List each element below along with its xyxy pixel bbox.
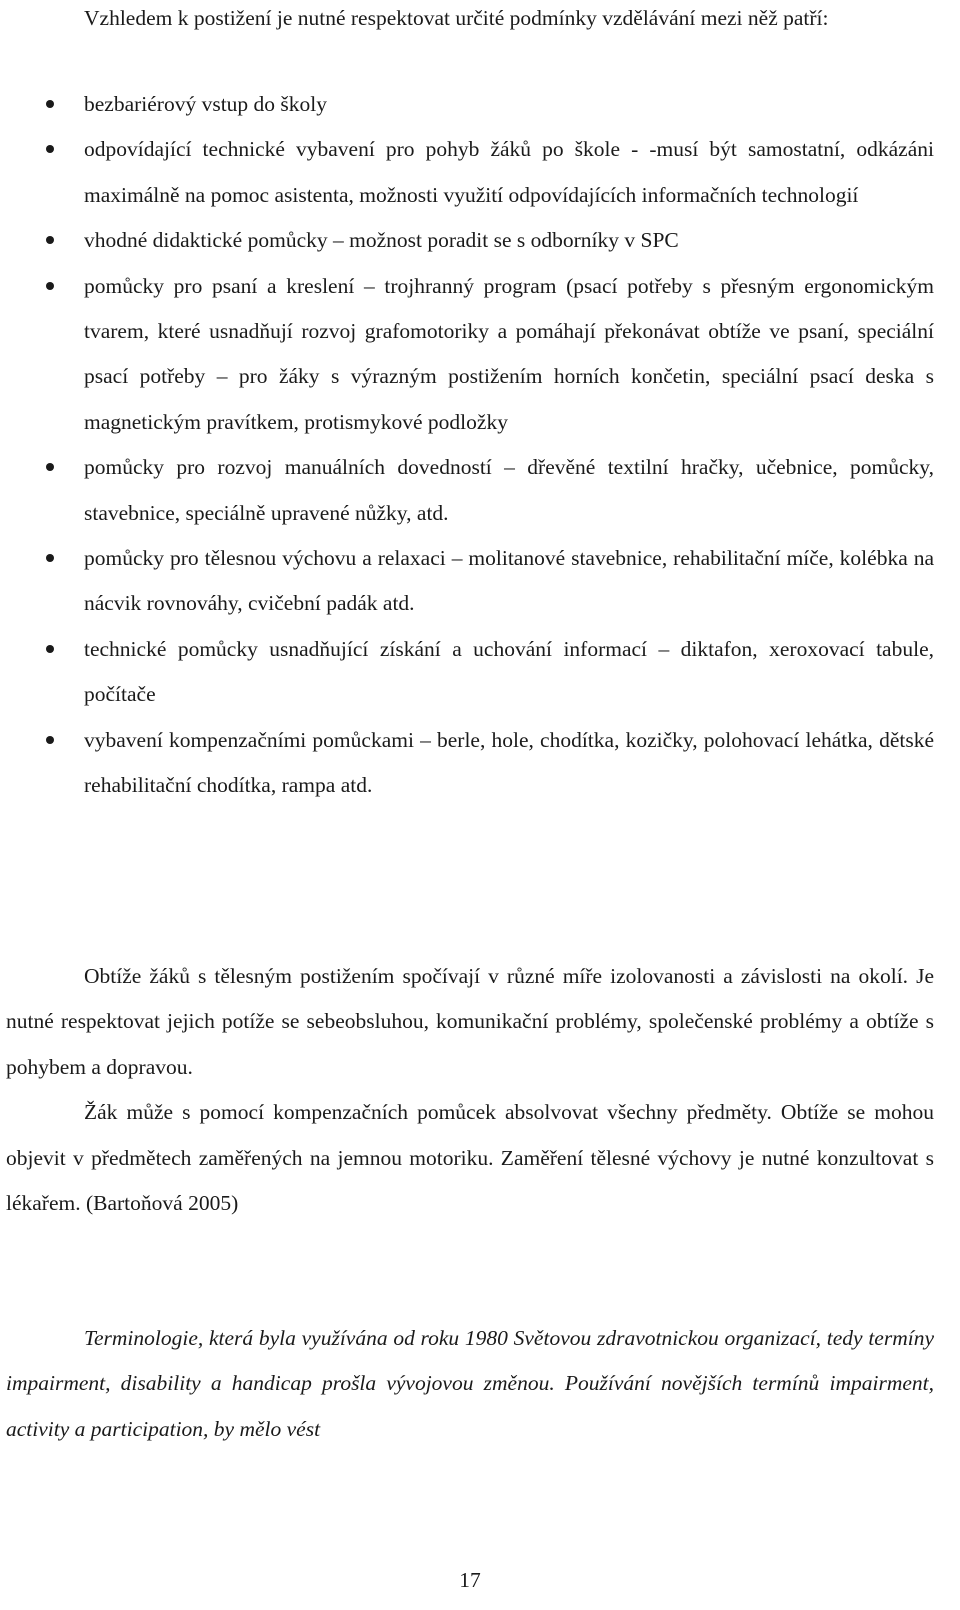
- list-item-text: vhodné didaktické pomůcky – možnost poradit se s odborníky v SPC: [84, 228, 679, 253]
- list-item: [6, 264, 934, 446]
- list-item: [6, 218, 934, 263]
- bullet-icon: [46, 463, 54, 471]
- document-page: [6, 0, 934, 1610]
- bullet-icon: [46, 645, 54, 653]
- bullet-icon: [46, 554, 54, 562]
- list-item-text: odpovídající technické vybavení pro pohyb žáků po škole - -musí být samostatní, odkázáni maximálně na pomoc asistenta, možnosti využití odpovídajících informačních technologií: [84, 137, 934, 207]
- body-paragraph: Žák může s pomocí kompenzačních pomůcek absolvovat všechny předměty. Obtíže se mohou objevit v předmětech zaměřených na jemnou motoriku. Zaměření tělesné výchovy je nutné konzultovat s lékařem. (Bartoňová 2005): [6, 1100, 934, 1216]
- list-item: [6, 627, 934, 718]
- list-item: [6, 718, 934, 809]
- list-item-text: pomůcky pro psaní a kreslení – trojhranný program (psací potřeby s přesným ergonomickým tvarem, které usnadňují rozvoj grafomotoriky a pomáhají překonávat obtíže ve psaní, speciální psací potřeby – pro žáky s výrazným postižením horních končetin, speciální psací deska s magnetickým pravítkem, protismykové podložky: [84, 273, 934, 434]
- list-item: [6, 536, 934, 627]
- conditions-list: [6, 82, 934, 809]
- italic-section: [6, 1316, 934, 1452]
- list-item-text: bezbariérový vstup do školy: [84, 92, 328, 116]
- list-item-text: pomůcky pro rozvoj manuálních dovedností – dřevěné textilní hračky, učebnice, pomůcky, stavebnice, speciálně upravené nůžky, atd.: [84, 455, 934, 525]
- body-paragraphs: [6, 954, 934, 1226]
- list-item-text: pomůcky pro tělesnou výchovu a relaxaci – molitanové stavebnice, rehabilitační míče, kolébka na nácvik rovnováhy, cvičební padák atd.: [84, 546, 934, 616]
- italic-paragraph: Terminologie, která byla využívána od roku 1980 Světovou zdravotnickou organizací, tedy termíny impairment, disability a handicap prošla vývojovou změnou. Používání novějších termínů impairment, activity a participation, by mělo vést: [6, 1326, 934, 1441]
- list-item: [6, 82, 934, 127]
- body-paragraph: Obtíže žáků s tělesným postižením spočívají v různé míře izolovanosti a závislosti na okolí. Je nutné respektovat jejich potíže se sebeobsluhou, komunikační problémy, společenské problémy a obtíže s pohybem a dopravou.: [6, 964, 934, 1079]
- list-item: [6, 445, 934, 536]
- bullet-icon: [46, 282, 54, 290]
- page-number: 17: [459, 1568, 481, 1592]
- bullet-icon: [46, 736, 54, 744]
- list-item-text: vybavení kompenzačními pomůckami – berle, hole, chodítka, kozičky, polohovací lehátka, dětské rehabilitační chodítka, rampa atd.: [84, 727, 934, 798]
- bullet-icon: [46, 100, 54, 108]
- list-item-text: technické pomůcky usnadňující získání a uchování informací – diktafon, xeroxovací tabule, počítače: [84, 636, 934, 707]
- bullet-icon: [46, 236, 54, 244]
- bullet-icon: [46, 145, 54, 153]
- list-item: [6, 127, 934, 218]
- intro-paragraph: Vzhledem k postižení je nutné respektovat určité podmínky vzdělávání mezi něž patří:: [84, 6, 829, 30]
